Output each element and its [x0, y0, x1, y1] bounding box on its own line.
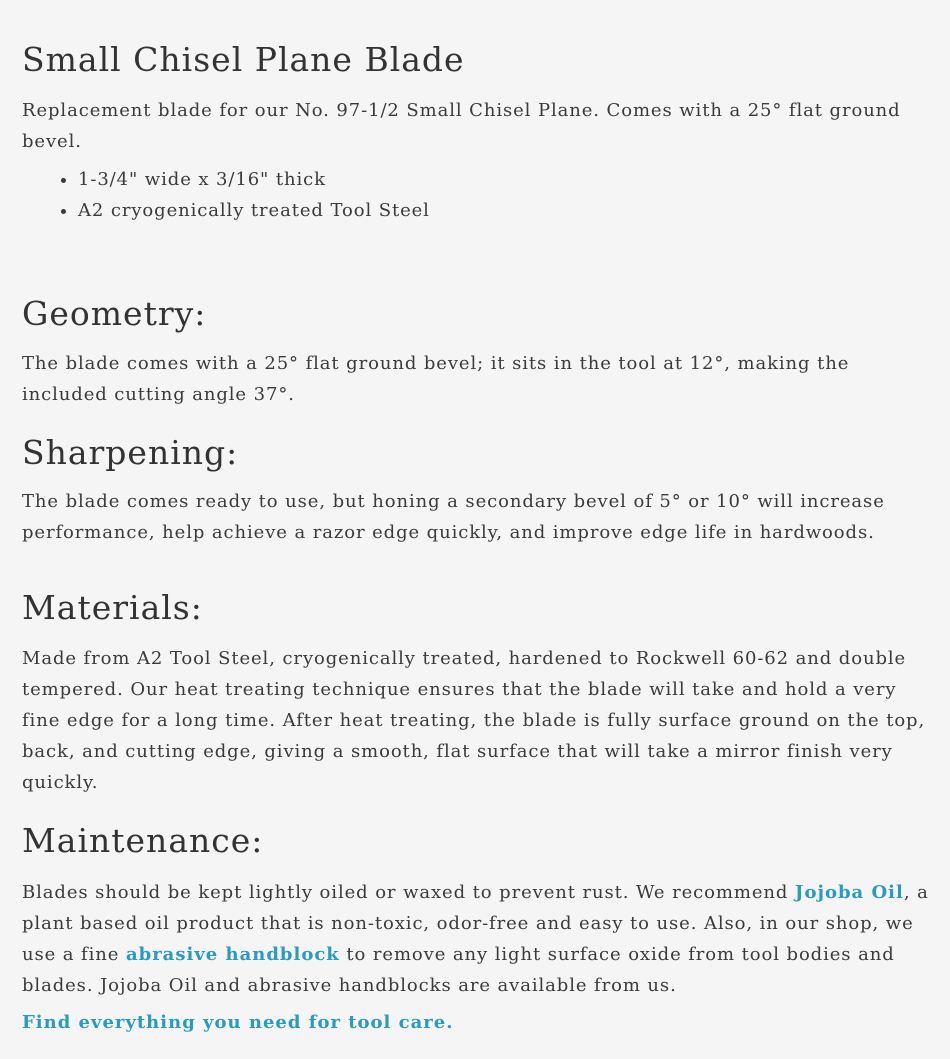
product-title: Small Chisel Plane Blade — [22, 40, 465, 79]
tool-care-link[interactable]: Find everything you need for tool care. — [22, 1012, 454, 1033]
jojoba-oil-link[interactable]: Jojoba Oil — [794, 882, 904, 903]
maintenance-body-block — [22, 877, 932, 1001]
materials-section — [22, 588, 932, 628]
spec-item: • A2 cryogenically treated Tool Steel — [78, 195, 932, 226]
spec-list — [22, 164, 932, 226]
product-intro: Replacement blade for our No. 97-1/2 Small Chisel Plane. Comes with a 25° flat ground bevel. — [22, 100, 901, 152]
maintenance-text: , a plant based oil product that is non-toxic, odor-free and easy to use. Also, in our shop, we use a fine — [22, 882, 929, 965]
geometry-body: The blade comes with a 25° flat ground bevel; it sits in the tool at 12°, making the included cutting angle 37°. — [22, 353, 850, 405]
maintenance-section — [22, 821, 932, 861]
geometry-section — [22, 294, 932, 334]
sharpening-heading: Sharpening: — [22, 433, 239, 472]
maintenance-text: Blades should be kept lightly oiled or waxed to prevent rust. We recommend — [22, 882, 795, 903]
product-intro-block — [22, 95, 932, 157]
geometry-body-block — [22, 348, 932, 410]
geometry-heading: Geometry: — [22, 294, 207, 333]
maintenance-text: to remove any light surface oxide from tool bodies and blades. Jojoba Oil and abrasive handblocks are available from us. — [22, 944, 895, 996]
maintenance-heading: Maintenance: — [22, 821, 264, 860]
materials-heading: Materials: — [22, 588, 203, 627]
sharpening-section — [22, 433, 932, 473]
product-section — [22, 40, 932, 80]
maintenance-body — [22, 877, 932, 1001]
spec-item: • 1-3/4" wide x 3/16" thick — [78, 164, 932, 195]
materials-body: Made from A2 Tool Steel, cryogenically treated, hardened to Rockwell 60-62 and double tempered. Our heat treating technique ensures that the blade will take and hold a very fine edge for a long time. After heat treating, the blade is fully surface ground on the top, back, and cutting edge, giving a smooth, flat surface that will take a mirror finish very quickly. — [22, 648, 926, 793]
abrasive-handblock-link[interactable]: abrasive handblock — [125, 944, 340, 965]
sharpening-body: The blade comes ready to use, but honing a secondary bevel of 5° or 10° will increase performance, help achieve a razor edge quickly, and improve edge life in hardwoods. — [22, 491, 885, 543]
spec-list-block — [22, 164, 932, 226]
sharpening-body-block — [22, 486, 932, 548]
tool-care-block — [22, 1007, 932, 1038]
materials-body-block — [22, 643, 932, 798]
